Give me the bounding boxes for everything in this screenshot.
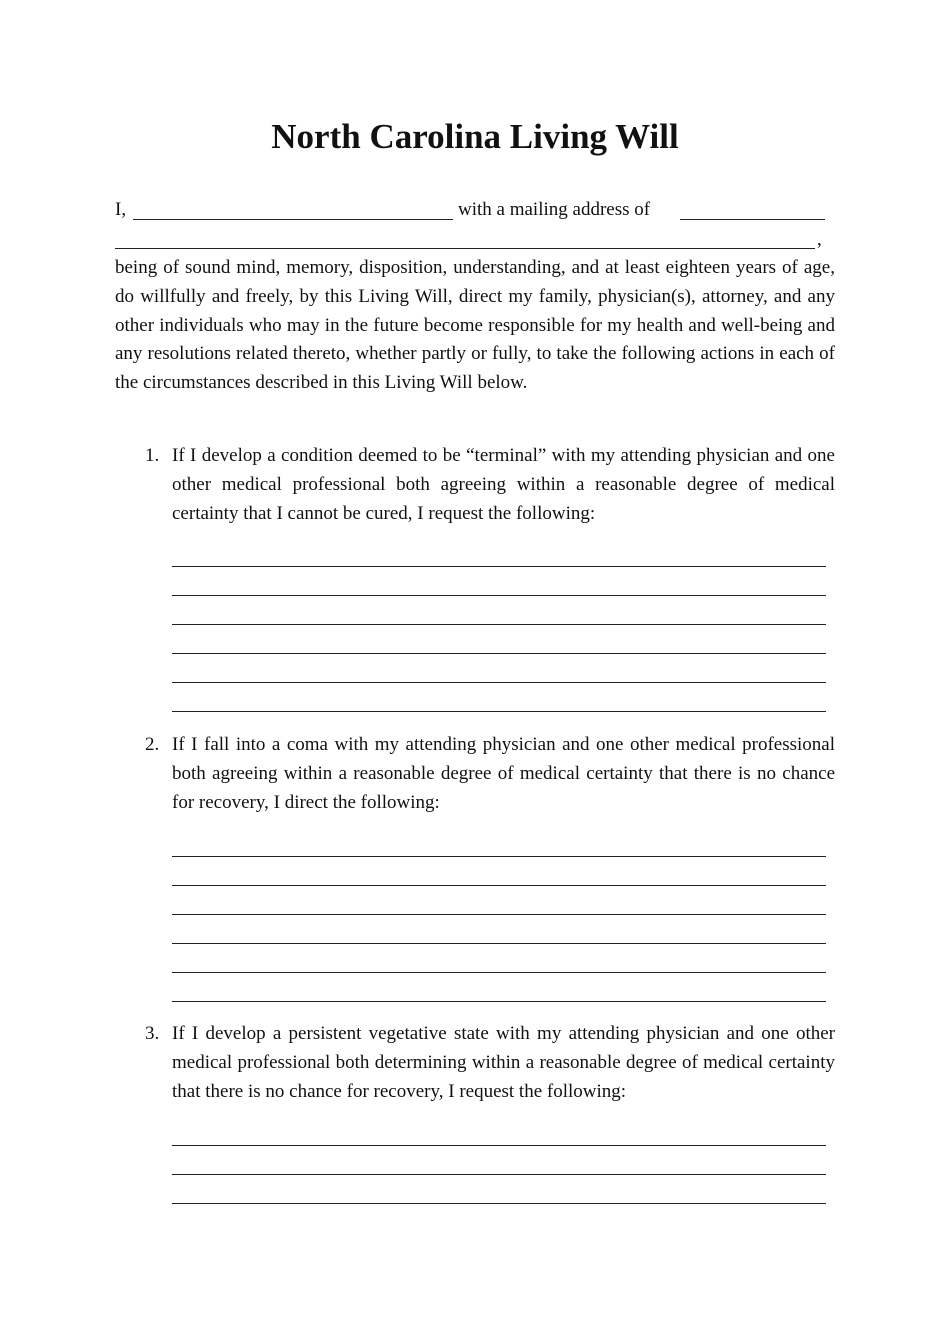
item-1-response-line[interactable] [172, 624, 826, 625]
page-title: North Carolina Living Will [271, 117, 679, 156]
name-field[interactable] [133, 219, 453, 220]
item-1-response-line[interactable] [172, 653, 826, 654]
item-2-response-line[interactable] [172, 856, 826, 857]
mailing-address-field-2[interactable] [115, 248, 815, 249]
item-1-response-line[interactable] [172, 566, 826, 567]
item-2-response-line[interactable] [172, 943, 826, 944]
item-3-response-line[interactable] [172, 1145, 826, 1146]
mailing-address-label: with a mailing address of [458, 199, 651, 220]
intro-prefix: I, [115, 199, 127, 220]
item-1-response-line[interactable] [172, 595, 826, 596]
item-2-text: If I fall into a coma with my attending physician and one other medical professional both agreeing within a reasonable degree of medical certainty that there is no chance for recovery, I direct the following: [172, 734, 835, 813]
item-2-response-line[interactable] [172, 1001, 826, 1002]
item-3-response-line[interactable] [172, 1174, 826, 1175]
item-1-response-line[interactable] [172, 711, 826, 712]
intro-paragraph: being of sound mind, memory, disposition, understanding, and at least eighteen years of age, do willfully and freely, by this Living Will, direct my family, physician(s), attorney, and any other individuals who may in the future become responsible for my health and well-being and any resolutions related thereto, whether partly or fully, to take the following actions in each of the circumstances described in this Living Will below. [115, 257, 835, 394]
item-1-number: 1. [145, 445, 160, 466]
mailing-address-field-1[interactable] [680, 219, 825, 220]
item-2-response-line[interactable] [172, 914, 826, 915]
item-3-response-line[interactable] [172, 1203, 826, 1204]
item-2-response-line[interactable] [172, 885, 826, 886]
item-3-text: If I develop a persistent vegetative state with my attending physician and one other medical professional both determining within a reasonable degree of medical certainty that there is no chance for recovery, I request the following: [172, 1023, 835, 1102]
mailing-address-comma: , [817, 229, 822, 250]
item-1-response-line[interactable] [172, 682, 826, 683]
item-2-response-line[interactable] [172, 972, 826, 973]
item-1-text: If I develop a condition deemed to be “terminal” with my attending physician and one other medical professional both agreeing within a reasonable degree of medical certainty that I cannot be cured, I request the following: [172, 445, 835, 524]
item-2-number: 2. [145, 734, 160, 755]
item-3-number: 3. [145, 1023, 160, 1044]
